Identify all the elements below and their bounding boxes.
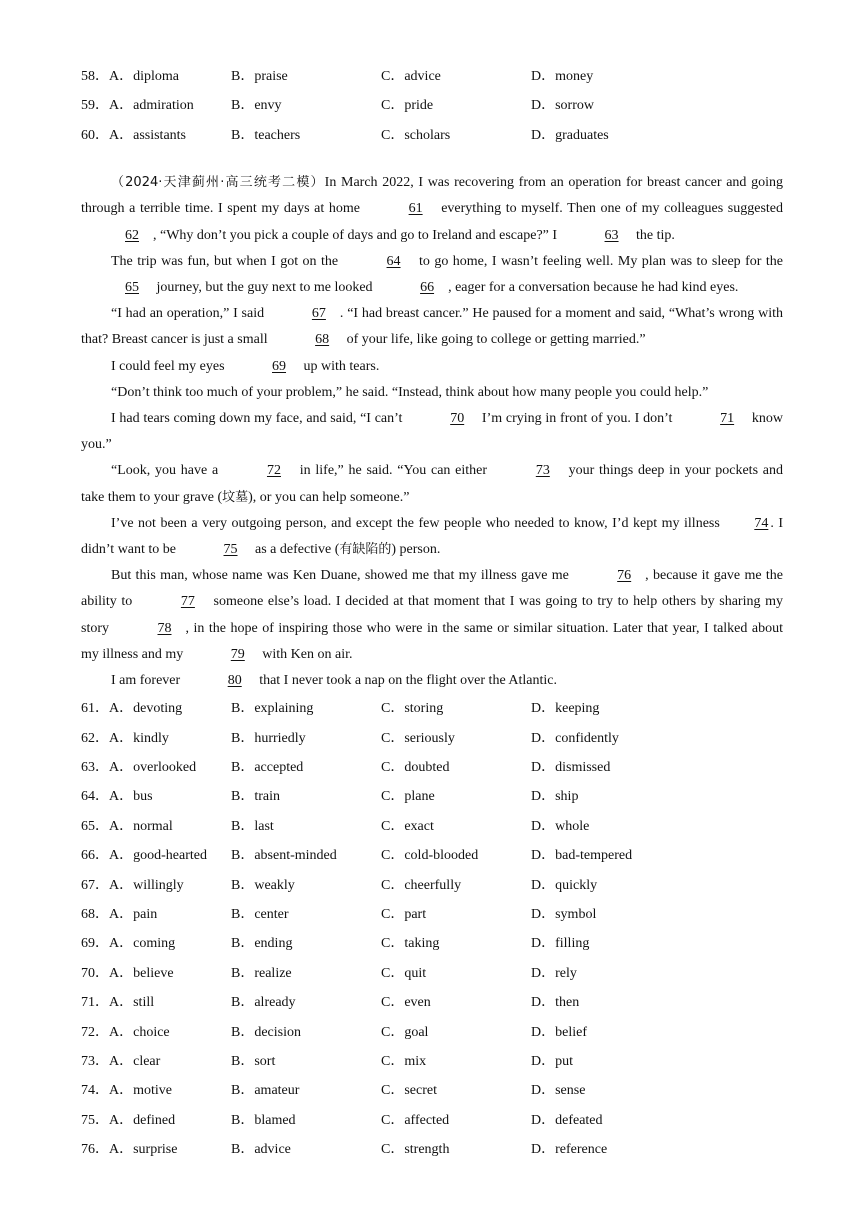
option-a	[81, 62, 179, 91]
blank-66: 66	[420, 279, 435, 295]
chinese-gloss: 坟墓	[222, 489, 249, 505]
question-number: 69．	[81, 936, 109, 952]
paragraph-7	[81, 458, 783, 510]
question-row-60	[81, 121, 783, 150]
text: , because it gave me the ability to	[81, 568, 783, 610]
blank-80: 80	[227, 673, 242, 689]
question-row	[81, 1076, 783, 1105]
text: I’m crying in front of you. I don’t	[478, 411, 677, 426]
option-a	[81, 871, 184, 900]
question-number: 63．	[81, 760, 109, 776]
blank-76: 76	[617, 568, 632, 584]
text: , “Why don’t you pick a couple of days and go to Ireland and escape?” I	[153, 227, 561, 243]
option-b: B．blamed	[231, 1112, 296, 1128]
option-c: C．affected	[381, 1112, 450, 1128]
option-c: C．exact	[381, 818, 434, 834]
question-number: 62．	[81, 730, 109, 746]
option-c: C．secret	[381, 1083, 437, 1099]
question-row	[81, 871, 783, 900]
option-c: C．quit	[381, 965, 427, 981]
question-number: 64．	[81, 789, 109, 805]
option-c: C．doubted	[381, 760, 450, 776]
option-d: D．keeping	[531, 701, 600, 717]
question-row	[81, 959, 783, 988]
option-c: C．scholars	[381, 127, 451, 143]
option-a-text: A．devoting	[109, 701, 183, 717]
option-d: D．rely	[531, 965, 577, 981]
option-c: C．part	[381, 906, 427, 922]
blank-77: 77	[180, 594, 195, 610]
text: that I never took a nap on the flight over the Atlantic.	[255, 673, 557, 689]
option-b: B．center	[231, 906, 289, 922]
text: journey, but the guy next to me looked	[153, 279, 377, 295]
option-d: D．then	[531, 995, 580, 1011]
blank-71: 71	[720, 411, 735, 426]
blank-64: 64	[386, 253, 401, 269]
source-label: （2024·天津蓟州·高三统考二模）	[111, 175, 325, 191]
question-row	[81, 929, 783, 958]
question-row	[81, 724, 783, 753]
option-d: D．filling	[531, 936, 590, 952]
question-number: 73．	[81, 1053, 109, 1069]
blank-73: 73	[535, 463, 550, 479]
option-b: B．decision	[231, 1024, 301, 1040]
option-b: B．last	[231, 818, 274, 834]
question-number: 72．	[81, 1024, 109, 1040]
question-row	[81, 812, 783, 841]
question-number: 74．	[81, 1083, 109, 1099]
option-d: D．graduates	[531, 127, 609, 143]
option-c: C．cold-blooded	[381, 848, 479, 864]
paragraph-3	[81, 301, 783, 353]
question-row	[81, 988, 783, 1017]
option-b: B．envy	[231, 98, 282, 114]
option-a	[81, 694, 182, 723]
option-a-text: A．motive	[109, 1083, 172, 1099]
text: someone else’s load. I decided at that moment that I was going to try to help others by sharing my story	[81, 594, 783, 636]
option-a	[81, 988, 154, 1017]
blank-69: 69	[272, 358, 287, 374]
blank-79: 79	[230, 646, 245, 662]
option-a-text: A．normal	[109, 818, 173, 834]
question-number: 60．	[81, 127, 109, 143]
text: to go home, I wasn’t feeling well. My plan was to sleep for the	[414, 253, 783, 269]
option-b: B．train	[231, 789, 280, 805]
text: the tip.	[632, 227, 675, 243]
question-number: 67．	[81, 877, 109, 893]
text: “I had an operation,” I said	[111, 306, 268, 322]
option-d: D．ship	[531, 789, 579, 805]
option-c: C．even	[381, 995, 431, 1011]
blank-75: 75	[223, 542, 238, 558]
option-a-text: A．coming	[109, 936, 176, 952]
option-b: B．hurriedly	[231, 730, 306, 746]
option-d: D．sorrow	[531, 98, 594, 114]
text: I am forever	[111, 673, 184, 689]
option-a	[81, 1018, 170, 1047]
option-b: B．teachers	[231, 127, 301, 143]
option-c: C．pride	[381, 98, 434, 114]
question-row	[81, 782, 783, 811]
option-a	[81, 1135, 177, 1164]
paragraph-2	[81, 249, 783, 301]
option-b: B．weakly	[231, 877, 295, 893]
question-number: 66．	[81, 848, 109, 864]
option-b: B．already	[231, 995, 296, 1011]
option-a	[81, 724, 169, 753]
option-a	[81, 91, 194, 120]
blank-68: 68	[315, 332, 330, 348]
option-a	[81, 782, 153, 811]
question-number: 76．	[81, 1142, 109, 1158]
paragraph-4	[81, 354, 783, 380]
text: “Don’t think too much of your problem,” he said. “Instead, think about how many people you could help.”	[111, 384, 709, 400]
option-b: B．sort	[231, 1053, 276, 1069]
option-c: C．goal	[381, 1024, 429, 1040]
text: . I didn’t want to be	[81, 515, 783, 558]
paragraph-1	[81, 170, 783, 249]
chinese-gloss: 有缺陷的	[339, 542, 392, 558]
paragraph-8	[81, 511, 783, 563]
option-d: D．confidently	[531, 730, 619, 746]
option-a-text: A．diploma	[109, 69, 179, 84]
option-a-text: A．admiration	[109, 98, 194, 114]
option-b: B．praise	[231, 69, 288, 84]
option-d: D．dismissed	[531, 760, 611, 776]
cloze-passage	[81, 170, 783, 694]
paragraph-10	[81, 668, 783, 694]
question-number: 61．	[81, 701, 109, 717]
option-a-text: A．pain	[109, 906, 158, 922]
option-a-text: A．willingly	[109, 877, 184, 893]
blank-72: 72	[266, 463, 281, 479]
option-b: B．accepted	[231, 760, 304, 776]
question-row	[81, 1018, 783, 1047]
text: ) person.	[391, 542, 441, 558]
question-row-59	[81, 91, 783, 120]
option-a	[81, 841, 207, 870]
option-a	[81, 753, 196, 782]
text: your things deep in your pockets and take them to your grave (	[81, 463, 783, 505]
text: , eager for a conversation because he had kind eyes.	[448, 279, 739, 295]
document-page	[81, 62, 783, 1164]
question-row	[81, 900, 783, 929]
option-a-text: A．clear	[109, 1053, 161, 1069]
blank-62: 62	[125, 227, 139, 243]
option-c: C．cheerfully	[381, 877, 462, 893]
question-row	[81, 753, 783, 782]
option-a-text: A．surprise	[109, 1142, 178, 1158]
blank-63: 63	[604, 227, 619, 243]
text: I had tears coming down my face, and said, “I can’t	[111, 411, 407, 426]
option-c: C．seriously	[381, 730, 455, 746]
option-b: B．advice	[231, 1142, 291, 1158]
question-number: 75．	[81, 1112, 109, 1128]
option-a-text: A．still	[109, 995, 155, 1011]
text: as a defective (	[251, 542, 340, 558]
question-number: 70．	[81, 965, 109, 981]
paragraph-9	[81, 563, 783, 668]
text: ), or you can help someone.”	[248, 489, 410, 505]
option-b: B．absent-minded	[231, 848, 337, 864]
option-a	[81, 900, 157, 929]
option-a-text: A．kindly	[109, 730, 169, 746]
option-a-text: A．believe	[109, 965, 174, 981]
option-b: B．realize	[231, 965, 292, 981]
question-number: 58．	[81, 69, 109, 84]
option-c: C．plane	[381, 789, 435, 805]
option-d: D．reference	[531, 1142, 608, 1158]
option-c: C．strength	[381, 1142, 450, 1158]
paragraph-5	[81, 380, 783, 406]
option-b: B．amateur	[231, 1083, 300, 1099]
option-c: C．mix	[381, 1053, 427, 1069]
option-d: D．put	[531, 1053, 573, 1069]
blank-65: 65	[125, 279, 139, 295]
text: know you.”	[81, 411, 783, 453]
option-d: D．symbol	[531, 906, 597, 922]
blank-70: 70	[450, 411, 465, 426]
option-d: D．whole	[531, 818, 590, 834]
question-number: 71．	[81, 995, 109, 1011]
question-row	[81, 841, 783, 870]
blank-67: 67	[311, 306, 326, 322]
option-a-text: A．overlooked	[109, 760, 197, 776]
text: “Look, you have a	[111, 463, 223, 479]
option-d: D．belief	[531, 1024, 587, 1040]
text: with Ken on air.	[258, 646, 353, 662]
option-d: D．quickly	[531, 877, 598, 893]
text: of your life, like going to college or getting married.”	[343, 332, 646, 348]
option-a	[81, 812, 173, 841]
question-row-58	[81, 62, 783, 91]
option-d: D．bad-tempered	[531, 848, 633, 864]
text: . “I had breast cancer.” He paused for a moment and said, “What’s wrong with that? Breast cancer is just a small	[81, 306, 783, 348]
option-a	[81, 1047, 160, 1076]
option-a-text: A．good-hearted	[109, 848, 207, 864]
paragraph-6	[81, 406, 783, 458]
text: , in the hope of inspiring those who were in the same or similar situation. Later that year, I talked about my illness and my	[81, 620, 784, 662]
option-a	[81, 929, 175, 958]
question-number: 65．	[81, 818, 109, 834]
option-a	[81, 1106, 175, 1135]
text: up with tears.	[300, 358, 380, 374]
blank-61: 61	[408, 201, 423, 217]
option-a	[81, 1076, 172, 1105]
option-c: C．advice	[381, 69, 441, 84]
question-row	[81, 1135, 783, 1164]
question-row	[81, 1047, 783, 1076]
text: The trip was fun, but when I got on the	[111, 253, 343, 269]
option-d: D．defeated	[531, 1112, 603, 1128]
option-b: B．explaining	[231, 701, 314, 717]
option-d: D．money	[531, 69, 594, 84]
text: In March 2022, I was recovering from an operation for breast cancer and going through a terrible time. I spent my days at home	[81, 175, 783, 217]
question-row	[81, 1106, 783, 1135]
option-d: D．sense	[531, 1083, 586, 1099]
text: But this man, whose name was Ken Duane, showed me that my illness gave me	[111, 568, 574, 584]
question-number: 59．	[81, 98, 109, 114]
top-question-list	[81, 62, 783, 150]
question-row	[81, 694, 783, 723]
option-a-text: A．bus	[109, 789, 153, 805]
question-number: 68．	[81, 906, 109, 922]
text: everything to myself. Then one of my colleagues suggested	[436, 201, 784, 217]
option-a-text: A．choice	[109, 1024, 170, 1040]
option-b: B．ending	[231, 936, 293, 952]
text: in life,” he said. “You can either	[294, 463, 492, 479]
blank-74: 74	[754, 515, 769, 531]
option-a	[81, 959, 174, 988]
blank-78: 78	[157, 620, 172, 636]
option-a-text: A．defined	[109, 1112, 176, 1128]
question-list	[81, 694, 783, 1164]
option-a	[81, 121, 186, 150]
option-c: C．taking	[381, 936, 440, 952]
option-c: C．storing	[381, 701, 444, 717]
text: I could feel my eyes	[111, 358, 229, 374]
option-a-text: A．assistants	[109, 127, 186, 143]
text: I’ve not been a very outgoing person, and except the few people who needed to know, I’d kept my illness	[111, 515, 725, 531]
